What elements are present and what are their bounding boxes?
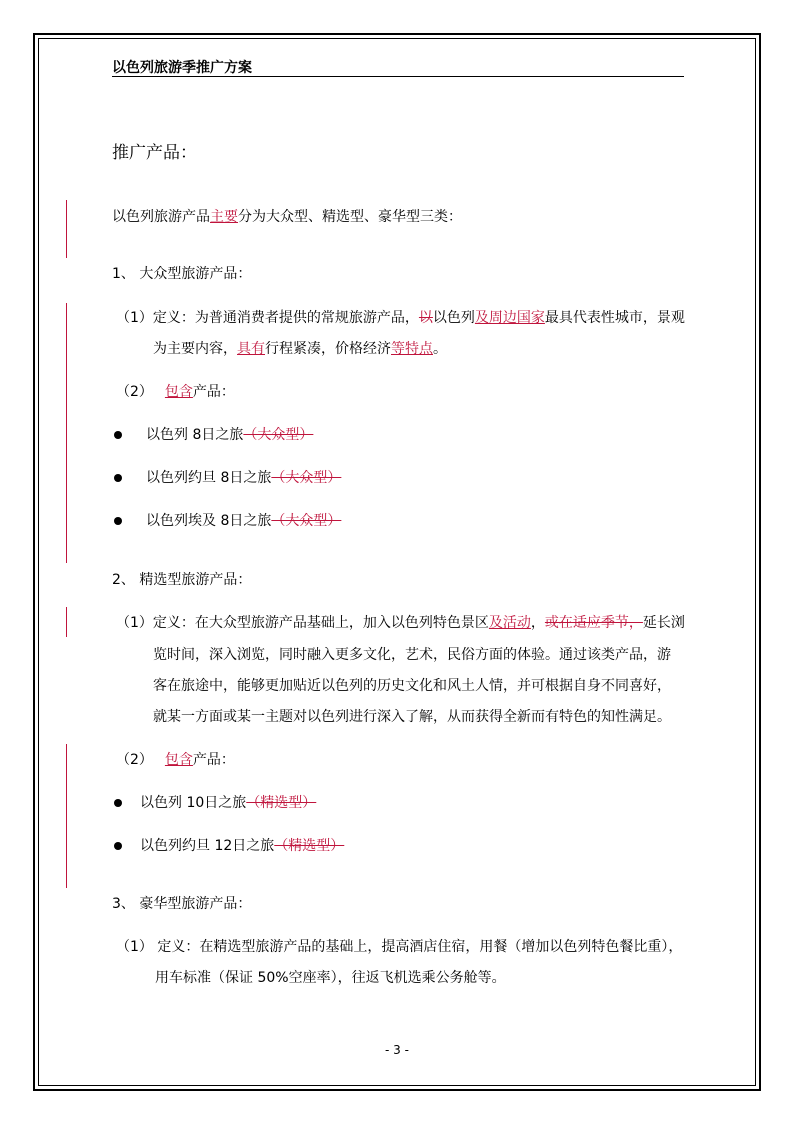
- product-item: [140, 794, 316, 812]
- definition-text: ，: [530, 615, 545, 631]
- section-title: 推广产品：: [112, 143, 197, 163]
- header-title: 以色列旅游季推广方案: [112, 60, 252, 76]
- page-number: - 3 -: [385, 1043, 409, 1057]
- change-bar: [66, 607, 67, 637]
- inserted-text: 主要: [210, 209, 238, 225]
- change-bar: [66, 303, 67, 563]
- item1-includes-label: [116, 383, 235, 401]
- definition-label: （1）定义：: [116, 615, 195, 631]
- item2-definition-line3: 客在旅途中，能够更加贴近以色列的历史文化和风土人情，并可根据自身不同喜好，: [153, 678, 671, 694]
- page-border-inner: [38, 38, 756, 1086]
- bullet-icon: [114, 842, 122, 850]
- product-item: [140, 837, 344, 855]
- item3-definition-line2: 用车标准（保证 50%空座率），往返飞机选乘公务舱等。: [155, 970, 506, 986]
- product-name: 以色列 10日之旅: [140, 795, 247, 811]
- product-item: [146, 426, 313, 444]
- definition-text: 行程紧凑，价格经济: [265, 341, 391, 357]
- intro-text: 以色列旅游产品: [112, 209, 210, 225]
- definition-text: 延长浏: [642, 615, 685, 631]
- product-name: 以色列约旦 8日之旅: [146, 470, 272, 486]
- definition-text: 在大众型旅游产品基础上，加入以色列特色景区: [194, 615, 489, 631]
- definition-text: 在精选型旅游产品的基础上，提高酒店住宿，用餐（增加以色列特色餐比重），: [199, 939, 683, 955]
- includes-text: 产品：: [192, 752, 235, 768]
- product-name: 以色列 8日之旅: [146, 427, 244, 443]
- deleted-text: （大众型）: [271, 513, 342, 529]
- deleted-text: 以: [418, 310, 433, 326]
- deleted-text: （精选型）: [246, 795, 317, 811]
- product-item: [146, 512, 341, 530]
- bullet-icon: [114, 474, 122, 482]
- item3-heading: 3、 豪华型旅游产品：: [112, 896, 252, 912]
- item2-definition-line2: 览时间，深入浏览，同时融入更多文化，艺术，民俗方面的体验。通过该类产品，游: [153, 647, 671, 663]
- definition-text: 最具代表性城市，景观: [544, 310, 685, 326]
- bullet-icon: [114, 799, 122, 807]
- inserted-text: 包含: [164, 752, 193, 768]
- product-name: 以色列埃及 8日之旅: [146, 513, 272, 529]
- intro-text: 分为大众型、精选型、豪华型三类：: [238, 209, 462, 225]
- deleted-text: （大众型）: [271, 470, 342, 486]
- bullet-icon: [114, 431, 122, 439]
- item3-definition-line1: [116, 938, 682, 956]
- item2-includes-label: [116, 751, 235, 769]
- inserted-text: 具有: [237, 341, 265, 357]
- bullet-icon: [114, 517, 122, 525]
- includes-text: 产品：: [192, 384, 235, 400]
- definition-text: 以色列: [432, 310, 475, 326]
- item1-definition-line1: [116, 309, 685, 327]
- header-rule: [112, 76, 684, 77]
- definition-text: 。: [433, 341, 447, 357]
- definition-text: 为主要内容，: [153, 341, 237, 357]
- intro-paragraph: [112, 208, 462, 226]
- change-bar: [66, 200, 67, 258]
- product-item: [146, 469, 341, 487]
- inserted-text: 及周边国家: [474, 310, 545, 326]
- deleted-text: （精选型）: [274, 838, 345, 854]
- item1-heading: 1、 大众型旅游产品：: [112, 266, 252, 282]
- deleted-text: 或在适应季节，: [544, 615, 643, 631]
- item1-definition-line2: [153, 340, 447, 358]
- deleted-text: （大众型）: [243, 427, 314, 443]
- item2-definition-line1: [116, 614, 685, 632]
- definition-label: （1）定义：: [116, 310, 195, 326]
- product-name: 以色列约旦 12日之旅: [140, 838, 275, 854]
- definition-text: 为普通消费者提供的常规旅游产品，: [194, 310, 419, 326]
- item2-heading: 2、 精选型旅游产品：: [112, 572, 252, 588]
- includes-number: （2）: [116, 752, 153, 768]
- definition-label: （1） 定义：: [116, 939, 200, 955]
- inserted-text: 包含: [164, 384, 193, 400]
- inserted-text: 及活动: [488, 615, 531, 631]
- includes-number: （2）: [116, 384, 153, 400]
- item2-definition-line4: 就某一方面或某一主题对以色列进行深入了解，从而获得全新而有特色的知性满足。: [153, 709, 671, 725]
- change-bar: [66, 744, 67, 888]
- inserted-text: 等特点: [391, 341, 433, 357]
